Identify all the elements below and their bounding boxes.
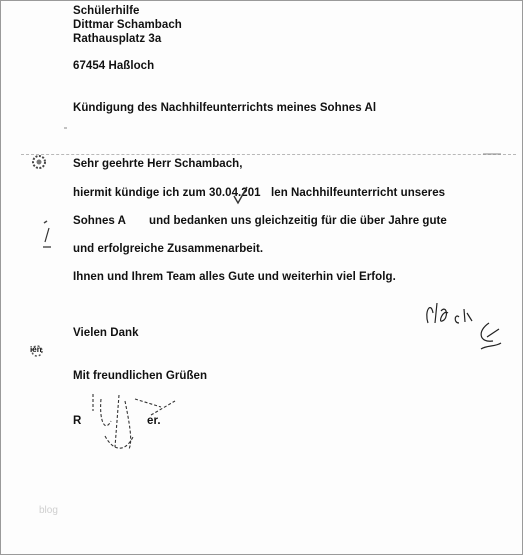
letter-closing: Mit freundlichen Grüßen [73, 370, 208, 382]
punch-hole-center-icon [37, 160, 42, 165]
signature-scribble-icon [93, 394, 175, 449]
sender-name: Schülerhilfe [73, 5, 140, 17]
letter-salutation: Sehr geehrte Herr Schambach, [73, 158, 243, 170]
handwritten-annotation-icon [427, 303, 472, 323]
handwritten-marks [1, 1, 522, 554]
checkmark-icon [234, 187, 247, 203]
letter-thanks: Vielen Dank [73, 327, 139, 339]
margin-dash-icon [44, 221, 47, 223]
margin-tick-icon [43, 228, 51, 247]
signature-initial: R [73, 415, 82, 427]
scan-specks-icon [64, 128, 501, 154]
handwritten-initials-icon [481, 323, 501, 349]
body-line-1-end: len Nachhilfeunterricht unseres [271, 187, 446, 199]
body-line-3: und erfolgreiche Zusammenarbeit. [73, 243, 264, 255]
sender-city: 67454 Haßloch [73, 60, 155, 72]
margin-stamp-icon [32, 346, 42, 356]
body-line-2-start: Sohnes A [73, 215, 127, 227]
sender-contact: Dittmar Schambach [73, 19, 182, 31]
margin-fragment: ien [30, 345, 42, 354]
body-line-4: Ihnen und Ihrem Team alles Gute und weiterhin viel Erfolg. [73, 271, 396, 283]
body-line-1-start: hiermit kündige ich zum 30.04.201 [73, 187, 261, 199]
sender-street: Rathausplatz 3a [73, 33, 162, 45]
letter-subject: Kündigung des Nachhilfeunterrichts meines Sohnes Al [73, 102, 377, 114]
watermark: blog [39, 505, 58, 516]
signature-fragment: er. [147, 415, 161, 427]
body-line-2-end: und bedanken uns gleichzeitig für die über Jahre gute [149, 215, 447, 227]
